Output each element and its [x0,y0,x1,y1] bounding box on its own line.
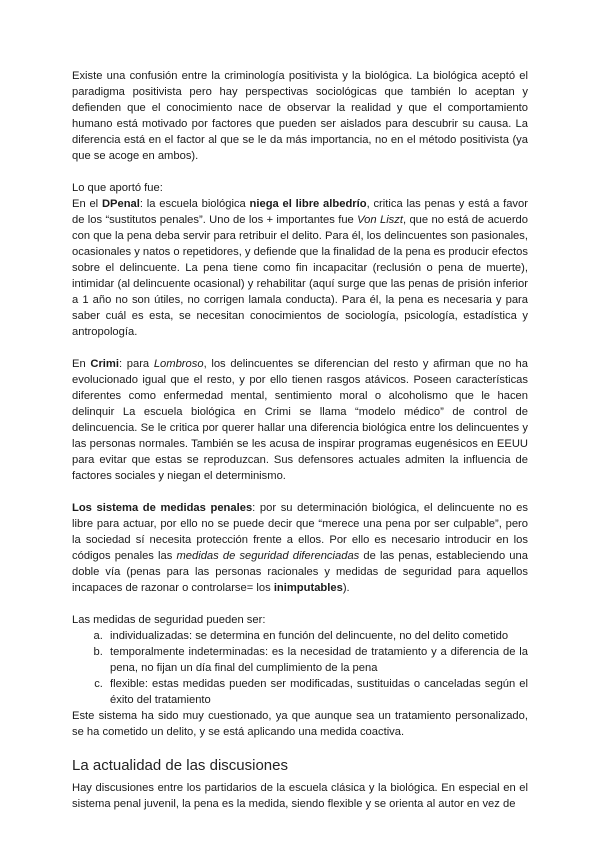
medidas-text-1: : por su determinación biológica, el delincuente no es libre para actuar, por ello no se puede decir que “merece una pena por ser culpable”, pero la sociedad sí necesita protección frente a ellos. Por ello es necesario introducir en los códigos penales las [72,502,528,562]
medidas-text-3: ). [342,582,350,594]
dpenal-text-2: , critica las penas y está a favor de los “sustitutos penales”. Uno de los + importantes fue [72,198,528,226]
medidas-italic: medidas de seguridad diferenciadas [176,550,360,562]
list-intro: Las medidas de seguridad pueden ser: [72,614,266,626]
dpenal-author: Von Liszt [357,214,403,226]
dpenal-term: DPenal [101,198,140,210]
medidas-text-2: de las penas, estableciendo una doble vía (penas para las personas racionales y medidas de seguridad para aquellos incapaces de razonar o controlarse= los [72,550,528,594]
medidas-term: Los sistema de medidas penales [72,502,253,514]
crimi-text-2: , los delincuentes se diferencian del resto y afirman que no ha evolucionado igual que el resto, y por ello tienen rasgos atávicos. Poseen características diferentes como enfermedad mental, sentimiento moral o alcoholismo que le hacen delinquir La escuela biológica en Crimi se llama “modelo médico” de control de delincuencia. Se le critica por querer hallar una diferencia biológica entre los delincuentes y las personas normales. También se les acusa de inspirar programas eugenésicos en EEUU para evitar que estas se reproduzcan. Sus defensores actuales admiten la influencia de factores sociales y niegan el determinismo. [72,358,528,482]
document-body [72,68,528,812]
list-item: a. individualizadas: se determina en función del delincuente, no del delito cometido [106,628,528,644]
dpenal-text-3: , que no está de acuerdo con que la pena deba servir para retribuir el delito. Para él, los delincuentes son pasionales, ocasionales y natos o repetidores, y defiende que la finalidad de la pena es producir efectos sobre el delincuente. La pena tiene como fin incapacitar (reclusión o pena de muerte), intimidar (al delincuente ocasional) y rehabilitar (aquí surge que las penas de prisión inferior a 1 año no son útiles, no corrigen lamala conducta). Para él, la pena es necesaria y para saber cuál es esta, se necesitan conocimientos de sociología, psicología, estadística y antropología. [72,214,529,338]
paragraph-medidas [72,500,528,596]
dpenal-intro: En el [72,198,102,210]
list-item: b. temporalmente indeterminadas: es la necesidad de tratamiento y a diferencia de la pena, no fijan un día final del cumplimiento de la pena [106,644,528,676]
medidas-bold-inimputables: inimputables [273,582,343,594]
crimi-author: Lombroso [153,358,204,370]
paragraph-positivism: Existe una confusión entre la criminología positivista y la biológica. La biológica aceptó el paradigma positivista pero hay perspectivas sociológicas que también lo aceptan y defienden que el conocimiento nace de observar la realidad y que el comportamiento humano está motivado por factores que pueden ser aislados para descubrir su causa. La diferencia está en el factor al que se le da más importancia, no en el método positivista (ya que se acoge en ambos). [72,70,528,162]
paragraph-dpenal [72,196,528,340]
paragraph-final: Hay discusiones entre los partidarios de la escuela clásica y la biológica. En especial en el sistema penal juvenil, la pena es la medida, siendo flexible y se orienta al autor en vez de [72,782,528,810]
paragraph-after-list: Este sistema ha sido muy cuestionado, ya que aunque sea un tratamiento personalizado, se ha cometido un delito, y se está aplicando una medida coactiva. [72,710,528,738]
dpenal-bold-free-will: niega el libre albedrío [249,198,367,210]
section-heading: La actualidad de las discusiones [72,757,288,774]
measures-list [72,628,528,708]
dpenal-text-1: : la escuela biológica [139,198,250,210]
list-item: c. flexible: estas medidas pueden ser modificadas, sustituidas o canceladas según el éxito del tratamiento [106,676,528,708]
crimi-text-1: : para [118,358,154,370]
crimi-term: Crimi [90,358,119,370]
crimi-intro: En [72,358,91,370]
paragraph-crimi [72,356,528,484]
paragraph-lead: Lo que aportó fue: [72,182,163,194]
